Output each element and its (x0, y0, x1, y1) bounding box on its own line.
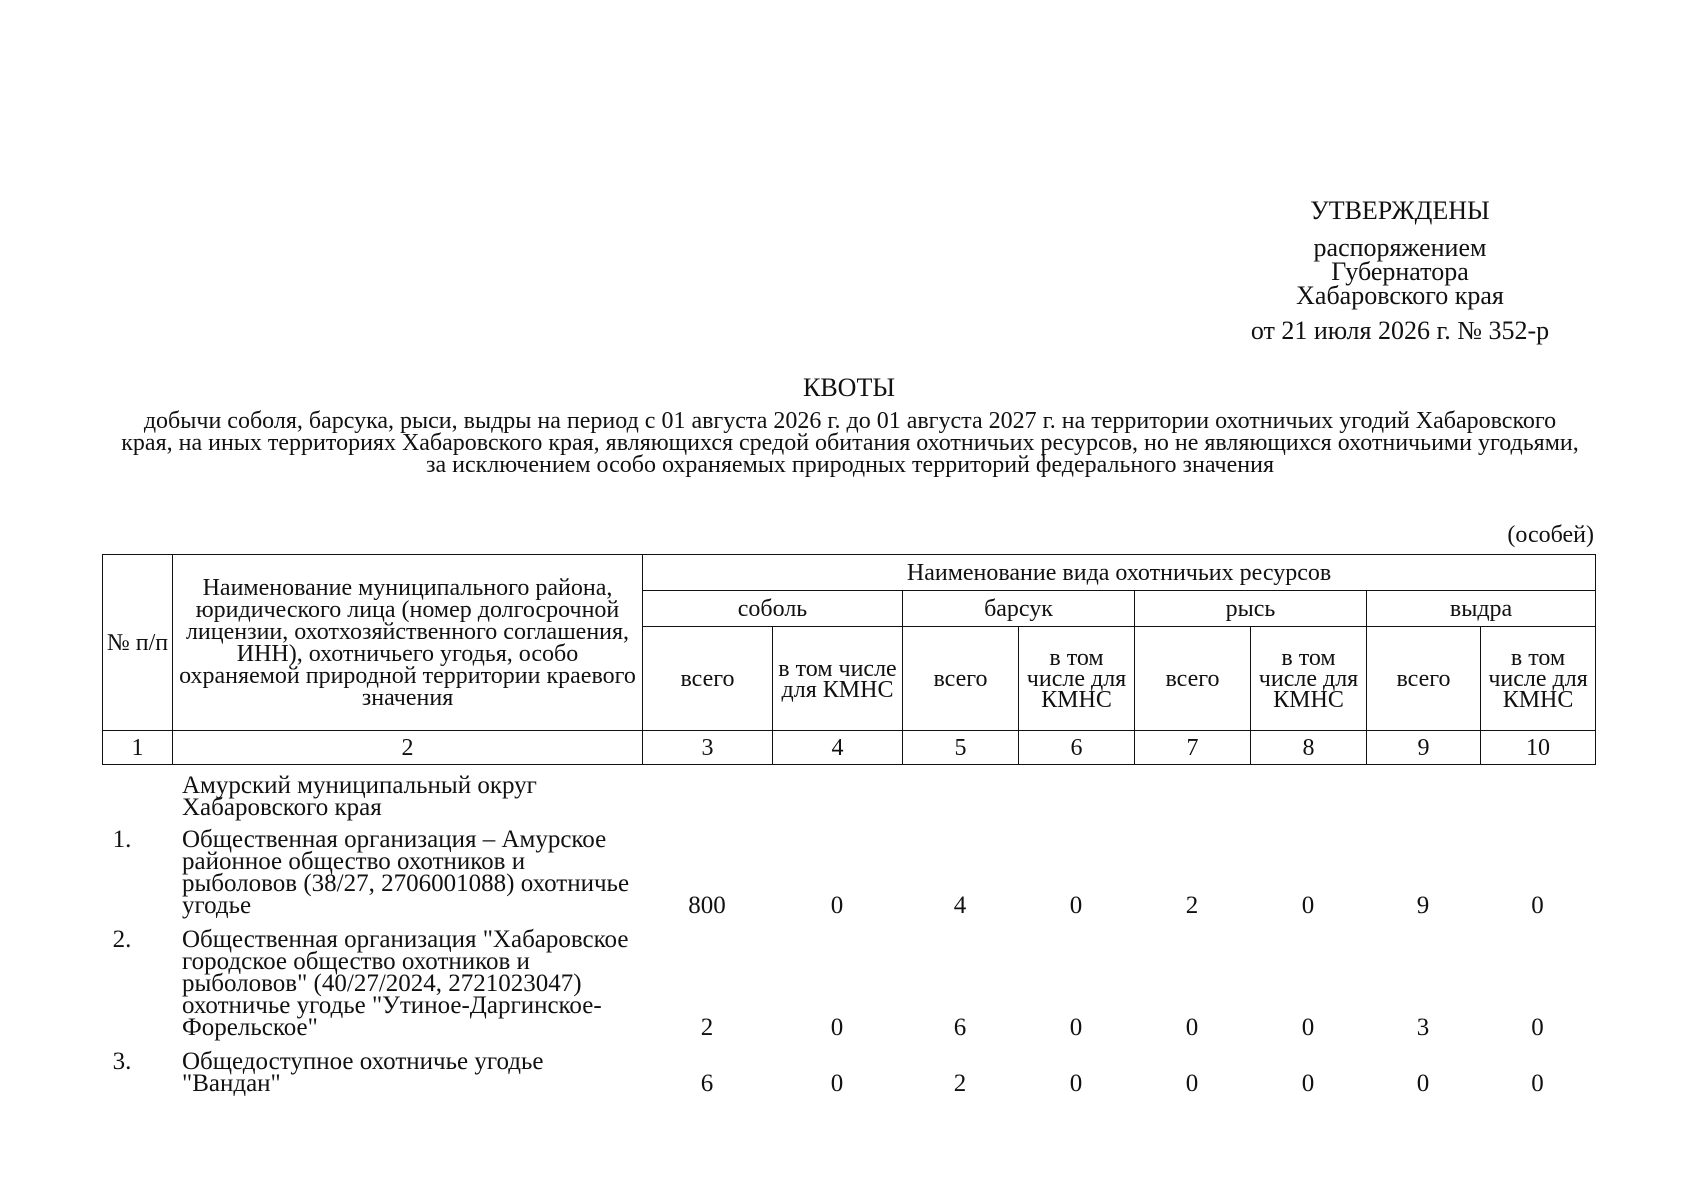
approval-title: УТВЕРЖДЕНЫ (1310, 196, 1490, 225)
header-species-lynx: рысь (1135, 591, 1367, 627)
header-total: всего (643, 627, 773, 731)
otter-kmns: 0 (1531, 892, 1544, 919)
column-number: 9 (1367, 731, 1481, 765)
district-row (102, 775, 1595, 829)
row-number: 2. (112, 926, 132, 953)
lynx-total: 0 (1185, 1014, 1199, 1041)
document-title: КВОТЫ (802, 373, 895, 402)
column-number: 3 (643, 731, 773, 765)
lynx-kmns: 0 (1301, 1014, 1315, 1041)
quota-table-header (102, 554, 1596, 765)
header-species-sable: соболь (643, 591, 903, 627)
header-species-otter: выдра (1367, 591, 1596, 627)
otter-kmns: 0 (1531, 1070, 1544, 1097)
lynx-kmns: 0 (1301, 1070, 1315, 1097)
row-name: Общественная организация – Амурское районное общество охотников и рыболовов (38/27, 2706001088) охотничье угодье (182, 826, 630, 919)
sable-total: 800 (688, 892, 726, 919)
badger-kmns: 0 (1069, 1070, 1083, 1097)
header-kmns: в том числе для КМНС (773, 627, 903, 731)
lynx-total: 2 (1185, 892, 1199, 919)
column-number: 5 (903, 731, 1019, 765)
badger-total: 6 (953, 1014, 967, 1041)
column-number: 2 (173, 731, 643, 765)
column-number: 1 (103, 731, 173, 765)
approval-line-2: Губернатора (1331, 257, 1469, 286)
district-name: Амурский муниципальный округ Хабаровского края (182, 772, 537, 821)
sable-total: 2 (700, 1014, 714, 1041)
column-number: 8 (1251, 731, 1367, 765)
column-number: 7 (1135, 731, 1251, 765)
approval-block (1180, 198, 1620, 344)
column-number: 10 (1481, 731, 1596, 765)
otter-total: 0 (1416, 1070, 1430, 1097)
sable-total: 6 (700, 1070, 714, 1097)
header-total: всего (1367, 627, 1481, 731)
header-num: № п/п (103, 555, 173, 731)
sable-kmns: 0 (830, 892, 844, 919)
lynx-kmns: 0 (1301, 892, 1315, 919)
header-species-badger: барсук (903, 591, 1135, 627)
row-number: 1. (112, 826, 132, 853)
header-total: всего (1135, 627, 1251, 731)
approval-line-3: Хабаровского края (1296, 281, 1504, 310)
lynx-total: 0 (1185, 1070, 1199, 1097)
approval-line-1: распоряжением (1313, 233, 1487, 262)
otter-kmns: 0 (1531, 1014, 1544, 1041)
badger-kmns: 0 (1069, 1014, 1083, 1041)
badger-total: 4 (953, 892, 967, 919)
unit-label: (особей) (1507, 522, 1594, 548)
sable-kmns: 0 (830, 1070, 844, 1097)
quota-table-body (102, 772, 1595, 1107)
header-total: всего (903, 627, 1019, 731)
header-resources: Наименование вида охотничьих ресурсов (643, 555, 1596, 591)
badger-total: 2 (953, 1070, 967, 1097)
table-row (102, 829, 1595, 929)
otter-total: 3 (1416, 1014, 1430, 1041)
header-name: Наименование муниципального района, юридического лица (номер долгосрочной лицензии, охотхозяйственного соглашения, ИНН), охотничьего угодья, особо охраняемой природной территории краевого значения (173, 555, 643, 731)
row-number: 3. (112, 1048, 132, 1075)
row-name: Общественная организация "Хабаровское городское общество охотников и рыболовов" (40/27/2024, 2721023047) охотничье угодье "Утиное-Даргинское-Форельское" (182, 926, 629, 1041)
otter-total: 9 (1416, 892, 1430, 919)
document-subtitle: добычи соболя, барсука, рыси, выдры на период с 01 августа 2026 г. до 01 августа 2027 г. на территории охотничьих угодий Хабаровского края, на иных территориях Хабаровского края, являющихся средой обитания охотничьих ресурсов, но не являющихся охотничьими угодьями, за исключением особо охраняемых природных территорий федерального значения (121, 408, 1579, 478)
sable-kmns: 0 (830, 1014, 844, 1041)
approval-date: от 21 июля 2026 г. № 352-р (1250, 316, 1550, 345)
badger-kmns: 0 (1069, 892, 1083, 919)
row-name: Общедоступное охотничье угодье "Вандан" (182, 1048, 544, 1097)
column-number: 6 (1019, 731, 1135, 765)
table-row (102, 929, 1595, 1051)
header-kmns: в том числе для КМНС (1019, 627, 1135, 731)
header-kmns: в том числе для КМНС (1251, 627, 1367, 731)
column-number: 4 (773, 731, 903, 765)
header-kmns: в том числе для КМНС (1481, 627, 1596, 731)
table-row (102, 1051, 1595, 1107)
